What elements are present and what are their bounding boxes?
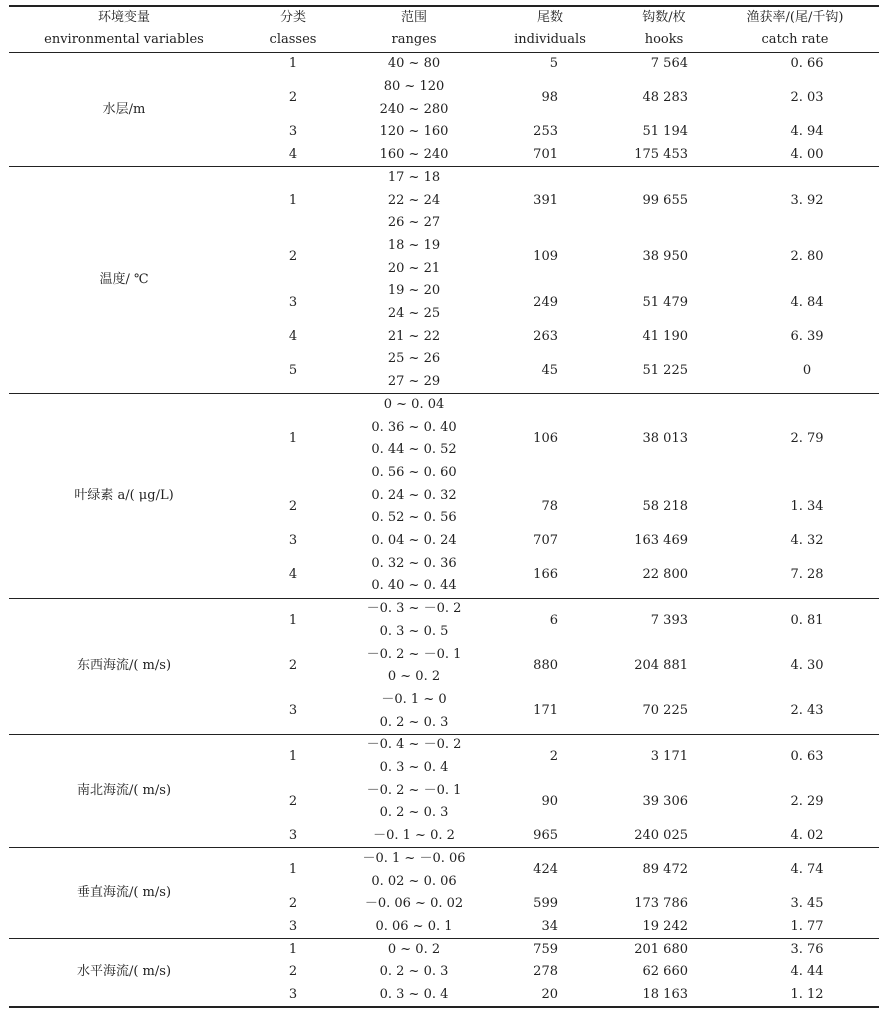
class-value: 3 bbox=[288, 294, 298, 310]
header-range-cn: 范围 bbox=[400, 10, 428, 25]
individuals-value: 98 bbox=[541, 90, 558, 106]
catch-rate-value: 2. 43 bbox=[790, 703, 824, 719]
variable-name: 东西海流/( m/s) bbox=[76, 657, 172, 673]
hooks-value: 240 025 bbox=[634, 828, 688, 844]
range-value: 0. 2 ~ 0. 3 bbox=[379, 714, 449, 730]
class-value: 1 bbox=[288, 612, 298, 628]
variable-name: 垂直海流/( m/s) bbox=[76, 884, 172, 900]
individuals-value: 171 bbox=[533, 703, 558, 719]
catch-rate-value: 0. 66 bbox=[790, 56, 824, 72]
catch-rate-value: 3. 92 bbox=[790, 192, 824, 208]
header-class-cn: 分类 bbox=[279, 10, 307, 25]
range-value: 17 ~ 18 bbox=[387, 169, 441, 185]
range-value: －0. 2 ~ －0. 1 bbox=[366, 646, 462, 662]
class-value: 3 bbox=[288, 124, 298, 140]
header-variable-en: environmental variables bbox=[44, 32, 204, 47]
range-value: －0. 06 ~ 0. 02 bbox=[364, 896, 464, 912]
catch-rate-value: 4. 32 bbox=[790, 533, 824, 549]
class-value: 2 bbox=[288, 896, 298, 912]
catch-rate-value: 4. 84 bbox=[790, 294, 824, 310]
individuals-value: 34 bbox=[541, 918, 558, 934]
class-value: 2 bbox=[288, 499, 298, 514]
hooks-value: 62 660 bbox=[642, 964, 688, 980]
catch-rate-value: 4. 00 bbox=[790, 147, 824, 163]
class-value: 1 bbox=[288, 192, 298, 208]
range-value: 0 ~ 0. 04 bbox=[383, 396, 445, 412]
individuals-value: 701 bbox=[533, 147, 558, 163]
catch-rate-value: 3. 45 bbox=[790, 896, 824, 912]
individuals-value: 106 bbox=[533, 430, 558, 446]
range-value: 21 ~ 22 bbox=[387, 328, 441, 344]
class-value: 2 bbox=[288, 657, 298, 673]
catch-rate-value: 4. 74 bbox=[790, 862, 824, 878]
catch-rate-value: 0. 81 bbox=[790, 612, 824, 628]
catch-rate-value: 3. 76 bbox=[790, 941, 824, 957]
range-value: 25 ~ 26 bbox=[387, 351, 441, 367]
class-value: 4 bbox=[288, 328, 298, 344]
hooks-value: 7 393 bbox=[650, 612, 688, 628]
catch-rate-value: 4. 30 bbox=[790, 657, 824, 673]
range-value: 0 ~ 0. 2 bbox=[387, 941, 441, 957]
header-rule bbox=[9, 52, 879, 53]
individuals-value: 759 bbox=[533, 941, 558, 957]
group-separator-rule bbox=[9, 734, 879, 735]
hooks-value: 22 800 bbox=[642, 567, 688, 583]
variable-name: 温度/ ℃ bbox=[99, 272, 149, 287]
hooks-value: 89 472 bbox=[642, 862, 688, 878]
range-value: 0. 2 ~ 0. 3 bbox=[379, 805, 449, 821]
group-separator-rule bbox=[9, 847, 879, 848]
range-value: 18 ~ 19 bbox=[387, 237, 441, 253]
individuals-value: 20 bbox=[541, 987, 558, 1003]
catch-rate-value: 1. 34 bbox=[790, 499, 824, 514]
individuals-value: 263 bbox=[533, 328, 558, 344]
individuals-value: 2 bbox=[549, 748, 558, 764]
individuals-value: 707 bbox=[533, 533, 558, 549]
individuals-value: 391 bbox=[533, 192, 558, 208]
range-value: 20 ~ 21 bbox=[387, 260, 441, 276]
header-hooks-en: hooks bbox=[644, 32, 684, 47]
range-value: 0. 04 ~ 0. 24 bbox=[371, 533, 457, 549]
catch-rate-value: 1. 77 bbox=[790, 918, 824, 934]
header-rate-cn: 渔获率/(尾/千钩) bbox=[746, 10, 844, 25]
variable-name: 水层/m bbox=[102, 101, 146, 117]
class-value: 1 bbox=[288, 941, 298, 957]
class-value: 2 bbox=[288, 964, 298, 980]
catch-rate-value: 4. 02 bbox=[790, 828, 824, 844]
catch-rate-value: 2. 29 bbox=[790, 794, 824, 810]
range-value: 0. 24 ~ 0. 32 bbox=[371, 487, 457, 503]
table-top-rule bbox=[9, 5, 879, 7]
hooks-value: 58 218 bbox=[642, 499, 688, 514]
hooks-value: 38 013 bbox=[642, 430, 688, 446]
class-value: 3 bbox=[288, 987, 298, 1003]
range-value: 160 ~ 240 bbox=[379, 147, 449, 163]
class-value: 3 bbox=[288, 918, 298, 934]
range-value: 19 ~ 20 bbox=[387, 283, 441, 299]
catch-rate-value: 7. 28 bbox=[790, 567, 824, 583]
hooks-value: 204 881 bbox=[634, 657, 688, 673]
class-value: 1 bbox=[288, 430, 298, 446]
catch-rate-value: 0. 63 bbox=[790, 748, 824, 764]
range-value: 27 ~ 29 bbox=[387, 374, 441, 390]
range-value: 0. 2 ~ 0. 3 bbox=[379, 964, 449, 980]
hooks-value: 175 453 bbox=[634, 147, 688, 163]
class-value: 4 bbox=[288, 147, 298, 163]
hooks-value: 38 950 bbox=[642, 249, 688, 265]
range-value: －0. 3 ~ －0. 2 bbox=[366, 601, 462, 617]
catch-rate-value: 4. 94 bbox=[790, 124, 824, 140]
range-value: 22 ~ 24 bbox=[387, 192, 441, 208]
range-value: 0. 56 ~ 0. 60 bbox=[371, 464, 457, 480]
range-value: 240 ~ 280 bbox=[379, 101, 449, 117]
class-value: 1 bbox=[288, 748, 298, 764]
class-value: 1 bbox=[288, 862, 298, 878]
hooks-value: 39 306 bbox=[642, 794, 688, 810]
catch-rate-value: 4. 44 bbox=[790, 964, 824, 980]
group-separator-rule bbox=[9, 166, 879, 167]
table-bottom-rule bbox=[9, 1006, 879, 1008]
hooks-value: 3 171 bbox=[650, 748, 688, 764]
range-value: 0 ~ 0. 2 bbox=[387, 669, 441, 685]
individuals-value: 90 bbox=[541, 794, 558, 810]
range-value: 0. 36 ~ 0. 40 bbox=[371, 419, 457, 435]
group-separator-rule bbox=[9, 598, 879, 599]
individuals-value: 6 bbox=[549, 612, 558, 628]
hooks-value: 173 786 bbox=[634, 896, 688, 912]
class-value: 3 bbox=[288, 533, 298, 549]
header-class-en: classes bbox=[269, 32, 317, 47]
catch-rate-value: 0 bbox=[802, 362, 812, 378]
range-value: 0. 06 ~ 0. 1 bbox=[375, 918, 453, 934]
range-value: 120 ~ 160 bbox=[379, 124, 449, 140]
range-value: 0. 40 ~ 0. 44 bbox=[371, 578, 457, 594]
individuals-value: 253 bbox=[533, 124, 558, 140]
range-value: －0. 4 ~ －0. 2 bbox=[366, 737, 462, 753]
hooks-value: 201 680 bbox=[634, 941, 688, 957]
header-variable-cn: 环境变量 bbox=[97, 10, 151, 25]
variable-name: 水平海流/( m/s) bbox=[76, 964, 172, 980]
range-value: 80 ~ 120 bbox=[383, 79, 445, 95]
class-value: 2 bbox=[288, 794, 298, 810]
class-value: 2 bbox=[288, 249, 298, 265]
catch-rate-value: 2. 79 bbox=[790, 430, 824, 446]
range-value: 0. 3 ~ 0. 5 bbox=[379, 623, 449, 639]
catch-rate-value: 2. 03 bbox=[790, 90, 824, 106]
individuals-value: 599 bbox=[533, 896, 558, 912]
header-individuals-cn: 尾数 bbox=[536, 10, 564, 25]
individuals-value: 45 bbox=[541, 362, 558, 378]
individuals-value: 78 bbox=[541, 499, 558, 514]
individuals-value: 166 bbox=[533, 567, 558, 583]
range-value: －0. 1 ~ －0. 06 bbox=[362, 850, 466, 866]
hooks-value: 51 479 bbox=[642, 294, 688, 310]
individuals-value: 424 bbox=[533, 862, 558, 878]
header-individuals-en: individuals bbox=[514, 32, 586, 47]
range-value: －0. 1 ~ 0. 2 bbox=[373, 828, 455, 844]
variable-name: 叶绿素 a/( μg/L) bbox=[74, 487, 174, 503]
catch-rate-value: 2. 80 bbox=[790, 249, 824, 265]
range-value: 26 ~ 27 bbox=[387, 215, 441, 231]
range-value: －0. 2 ~ －0. 1 bbox=[366, 782, 462, 798]
class-value: 5 bbox=[288, 362, 298, 378]
hooks-value: 99 655 bbox=[642, 192, 688, 208]
hooks-value: 48 283 bbox=[642, 90, 688, 106]
range-value: 0. 3 ~ 0. 4 bbox=[379, 760, 449, 776]
range-value: 24 ~ 25 bbox=[387, 306, 441, 322]
class-value: 2 bbox=[288, 90, 298, 106]
individuals-value: 278 bbox=[533, 964, 558, 980]
individuals-value: 5 bbox=[549, 56, 558, 72]
individuals-value: 249 bbox=[533, 294, 558, 310]
range-value: －0. 1 ~ 0 bbox=[381, 691, 447, 707]
range-value: 0. 02 ~ 0. 06 bbox=[371, 873, 457, 889]
range-value: 0. 32 ~ 0. 36 bbox=[371, 555, 457, 571]
header-range-en: ranges bbox=[391, 32, 437, 47]
class-value: 4 bbox=[288, 567, 298, 583]
range-value: 0. 3 ~ 0. 4 bbox=[379, 987, 449, 1003]
range-value: 0. 52 ~ 0. 56 bbox=[371, 510, 457, 526]
individuals-value: 965 bbox=[533, 828, 558, 844]
catch-rate-value: 1. 12 bbox=[790, 987, 824, 1003]
catch-rate-value: 6. 39 bbox=[790, 328, 824, 344]
hooks-value: 70 225 bbox=[642, 703, 688, 719]
group-separator-rule bbox=[9, 393, 879, 394]
class-value: 3 bbox=[288, 828, 298, 844]
range-value: 0. 44 ~ 0. 52 bbox=[371, 442, 457, 458]
hooks-value: 51 225 bbox=[642, 362, 688, 378]
hooks-value: 41 190 bbox=[642, 328, 688, 344]
header-hooks-cn: 钩数/枚 bbox=[642, 10, 686, 25]
hooks-value: 7 564 bbox=[650, 56, 688, 72]
hooks-value: 163 469 bbox=[634, 533, 688, 549]
variable-name: 南北海流/( m/s) bbox=[76, 782, 172, 798]
header-rate-en: catch rate bbox=[761, 32, 829, 47]
individuals-value: 109 bbox=[533, 249, 558, 265]
class-value: 1 bbox=[288, 56, 298, 72]
hooks-value: 19 242 bbox=[642, 918, 688, 934]
hooks-value: 18 163 bbox=[642, 987, 688, 1003]
individuals-value: 880 bbox=[533, 657, 558, 673]
hooks-value: 51 194 bbox=[642, 124, 688, 140]
range-value: 40 ~ 80 bbox=[387, 56, 441, 72]
group-separator-rule bbox=[9, 938, 879, 939]
class-value: 3 bbox=[288, 703, 298, 719]
